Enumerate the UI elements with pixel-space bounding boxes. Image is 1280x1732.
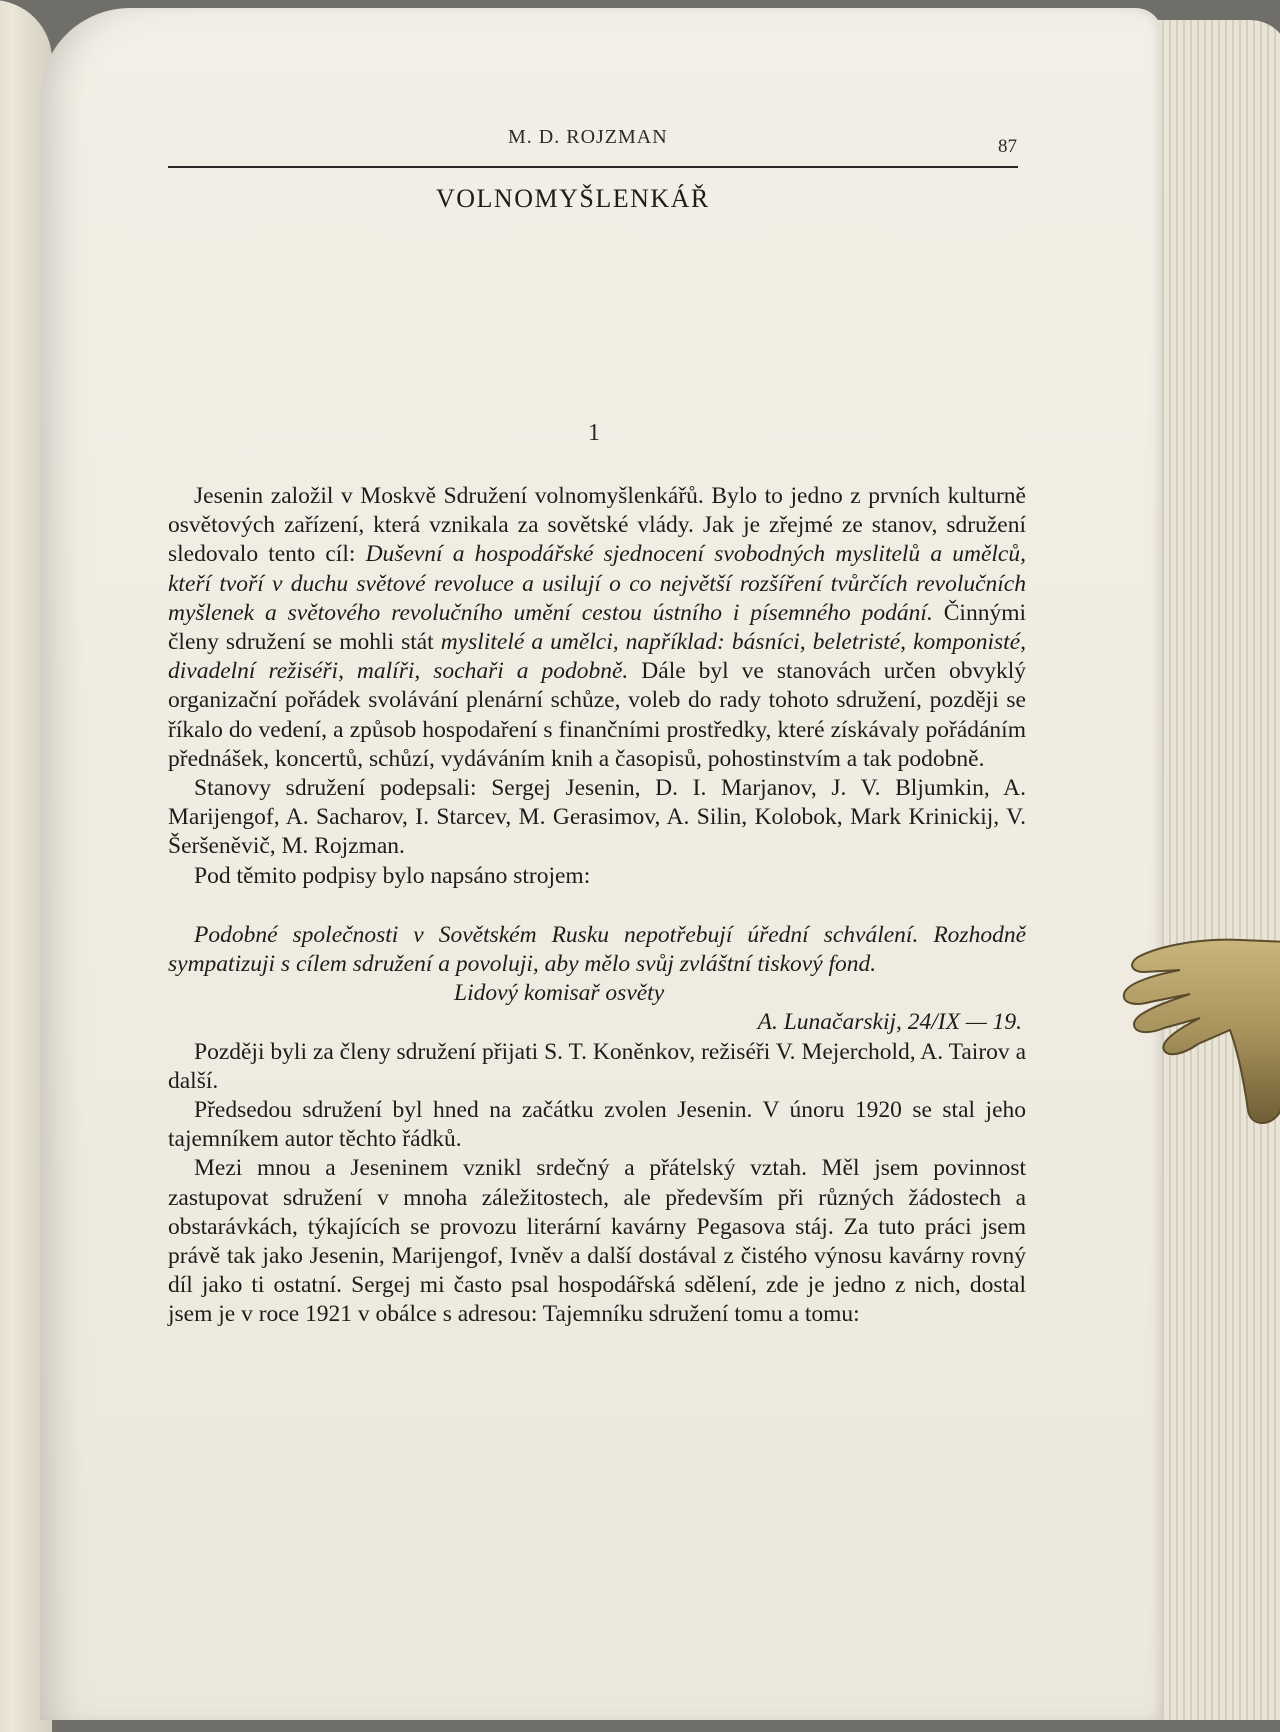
book-page [40, 8, 1162, 1720]
signature-title: Lidový komisař osvěty [454, 980, 665, 1007]
page-number: 87 [998, 136, 1017, 157]
signature-name: A. Lunačarskij, 24/IX — 19. [757, 1009, 1022, 1036]
body-text [168, 482, 1026, 1330]
statute-goal: Duševní a hospodářské sjednocení svobodných myslitelů a umělců, kteří tvoří v duchu světové revoluce a usilují o co největší rozšíření tvůrčích revolučních myšlenek a světového revolučního umění cestou ústního i písemného podání. [168, 541, 1026, 626]
paragraph-1 [168, 482, 1026, 774]
typed-note-quote [168, 921, 1026, 1038]
running-head: M. D. ROJZMAN [508, 126, 668, 148]
paragraph-5: Předsedou sdružení byl hned na začátku zvolen Jesenin. V únoru 1920 se stal jeho tajemníkem autor těchto řádků. [168, 1097, 1026, 1153]
header-rule [168, 166, 1018, 168]
paragraph-1-start: Jesenin založil v Moskvě Sdružení volnomyšlenkářů. Bylo to jedno z prvních kulturně osvětových zařízení, která vznikala za sovětské vlády. Jak je zřejmé ze stanov, sdružení sledovalo tento cíl: [168, 483, 1026, 568]
paragraph-1-end: Dále byl ve stanovách určen obvyklý organizační pořádek svolávání plenární schůze, voleb do rady tohoto sdružení, později se říkalo do vedení, a způsob hospodaření s finančními prostředky, které získávaly pořádáním přednášek, koncertů, schůzí, vydáváním knih a časopisů, pohostinstvím a tak podobně. [168, 658, 1026, 772]
section-number: 1 [588, 420, 600, 446]
paragraph-2: Stanovy sdružení podepsali: Sergej Jesenin, D. I. Marjanov, J. V. Bljumkin, A. Marijengof, A. Sacharov, I. Starcev, M. Gerasimov, A. Silin, Kolobok, Mark Krinickij, V. Šeršeněvič, M. Rojzman. [168, 775, 1026, 860]
paragraph-6: Mezi mnou a Jeseninem vznikl srdečný a přátelský vztah. Měl jsem povinnost zastupovat sdružení v mnoha záležitostech, ale především při různých žádostech a obstarávkách, týkajících se provozu literární kavárny Pegasova stáj. Za tuto práci jsem právě tak jako Jesenin, Marijengof, Ivněv a další dostával z čistého výnosu kavárny rovný díl jako ti ostatní. Sergej mi často psal hospodářská sdělení, zde je jedno z nich, dostal jsem je v roce 1921 v obálce s adresou: Tajemníku sdružení tomu a tomu: [168, 1155, 1026, 1328]
paragraph-4: Později byli za členy sdružení přijati S. T. Koněnkov, režiséři V. Mejerchold, A. Tairov a další. [168, 1038, 1026, 1094]
paragraph-3: Pod těmito podpisy bylo napsáno strojem: [194, 862, 591, 889]
brass-hand-page-clip-icon [1120, 932, 1280, 1132]
chapter-title: VOLNOMYŠLENKÁŘ [436, 184, 710, 213]
member-list: myslitelé a umělci, například: básníci, beletristé, komponisté, divadelní režiséři, malíři, sochaři a podobně. [168, 629, 1026, 685]
paragraph-1-mid: Činnými členy sdružení se mohli stát [168, 599, 1027, 656]
quote-text: Podobné společnosti v Sovětském Rusku nepotřebují úřední schválení. Rozhodně sympatizuji s cílem sdružení a povoluji, aby mělo svůj zvláštní tiskový fond. [168, 921, 1026, 978]
